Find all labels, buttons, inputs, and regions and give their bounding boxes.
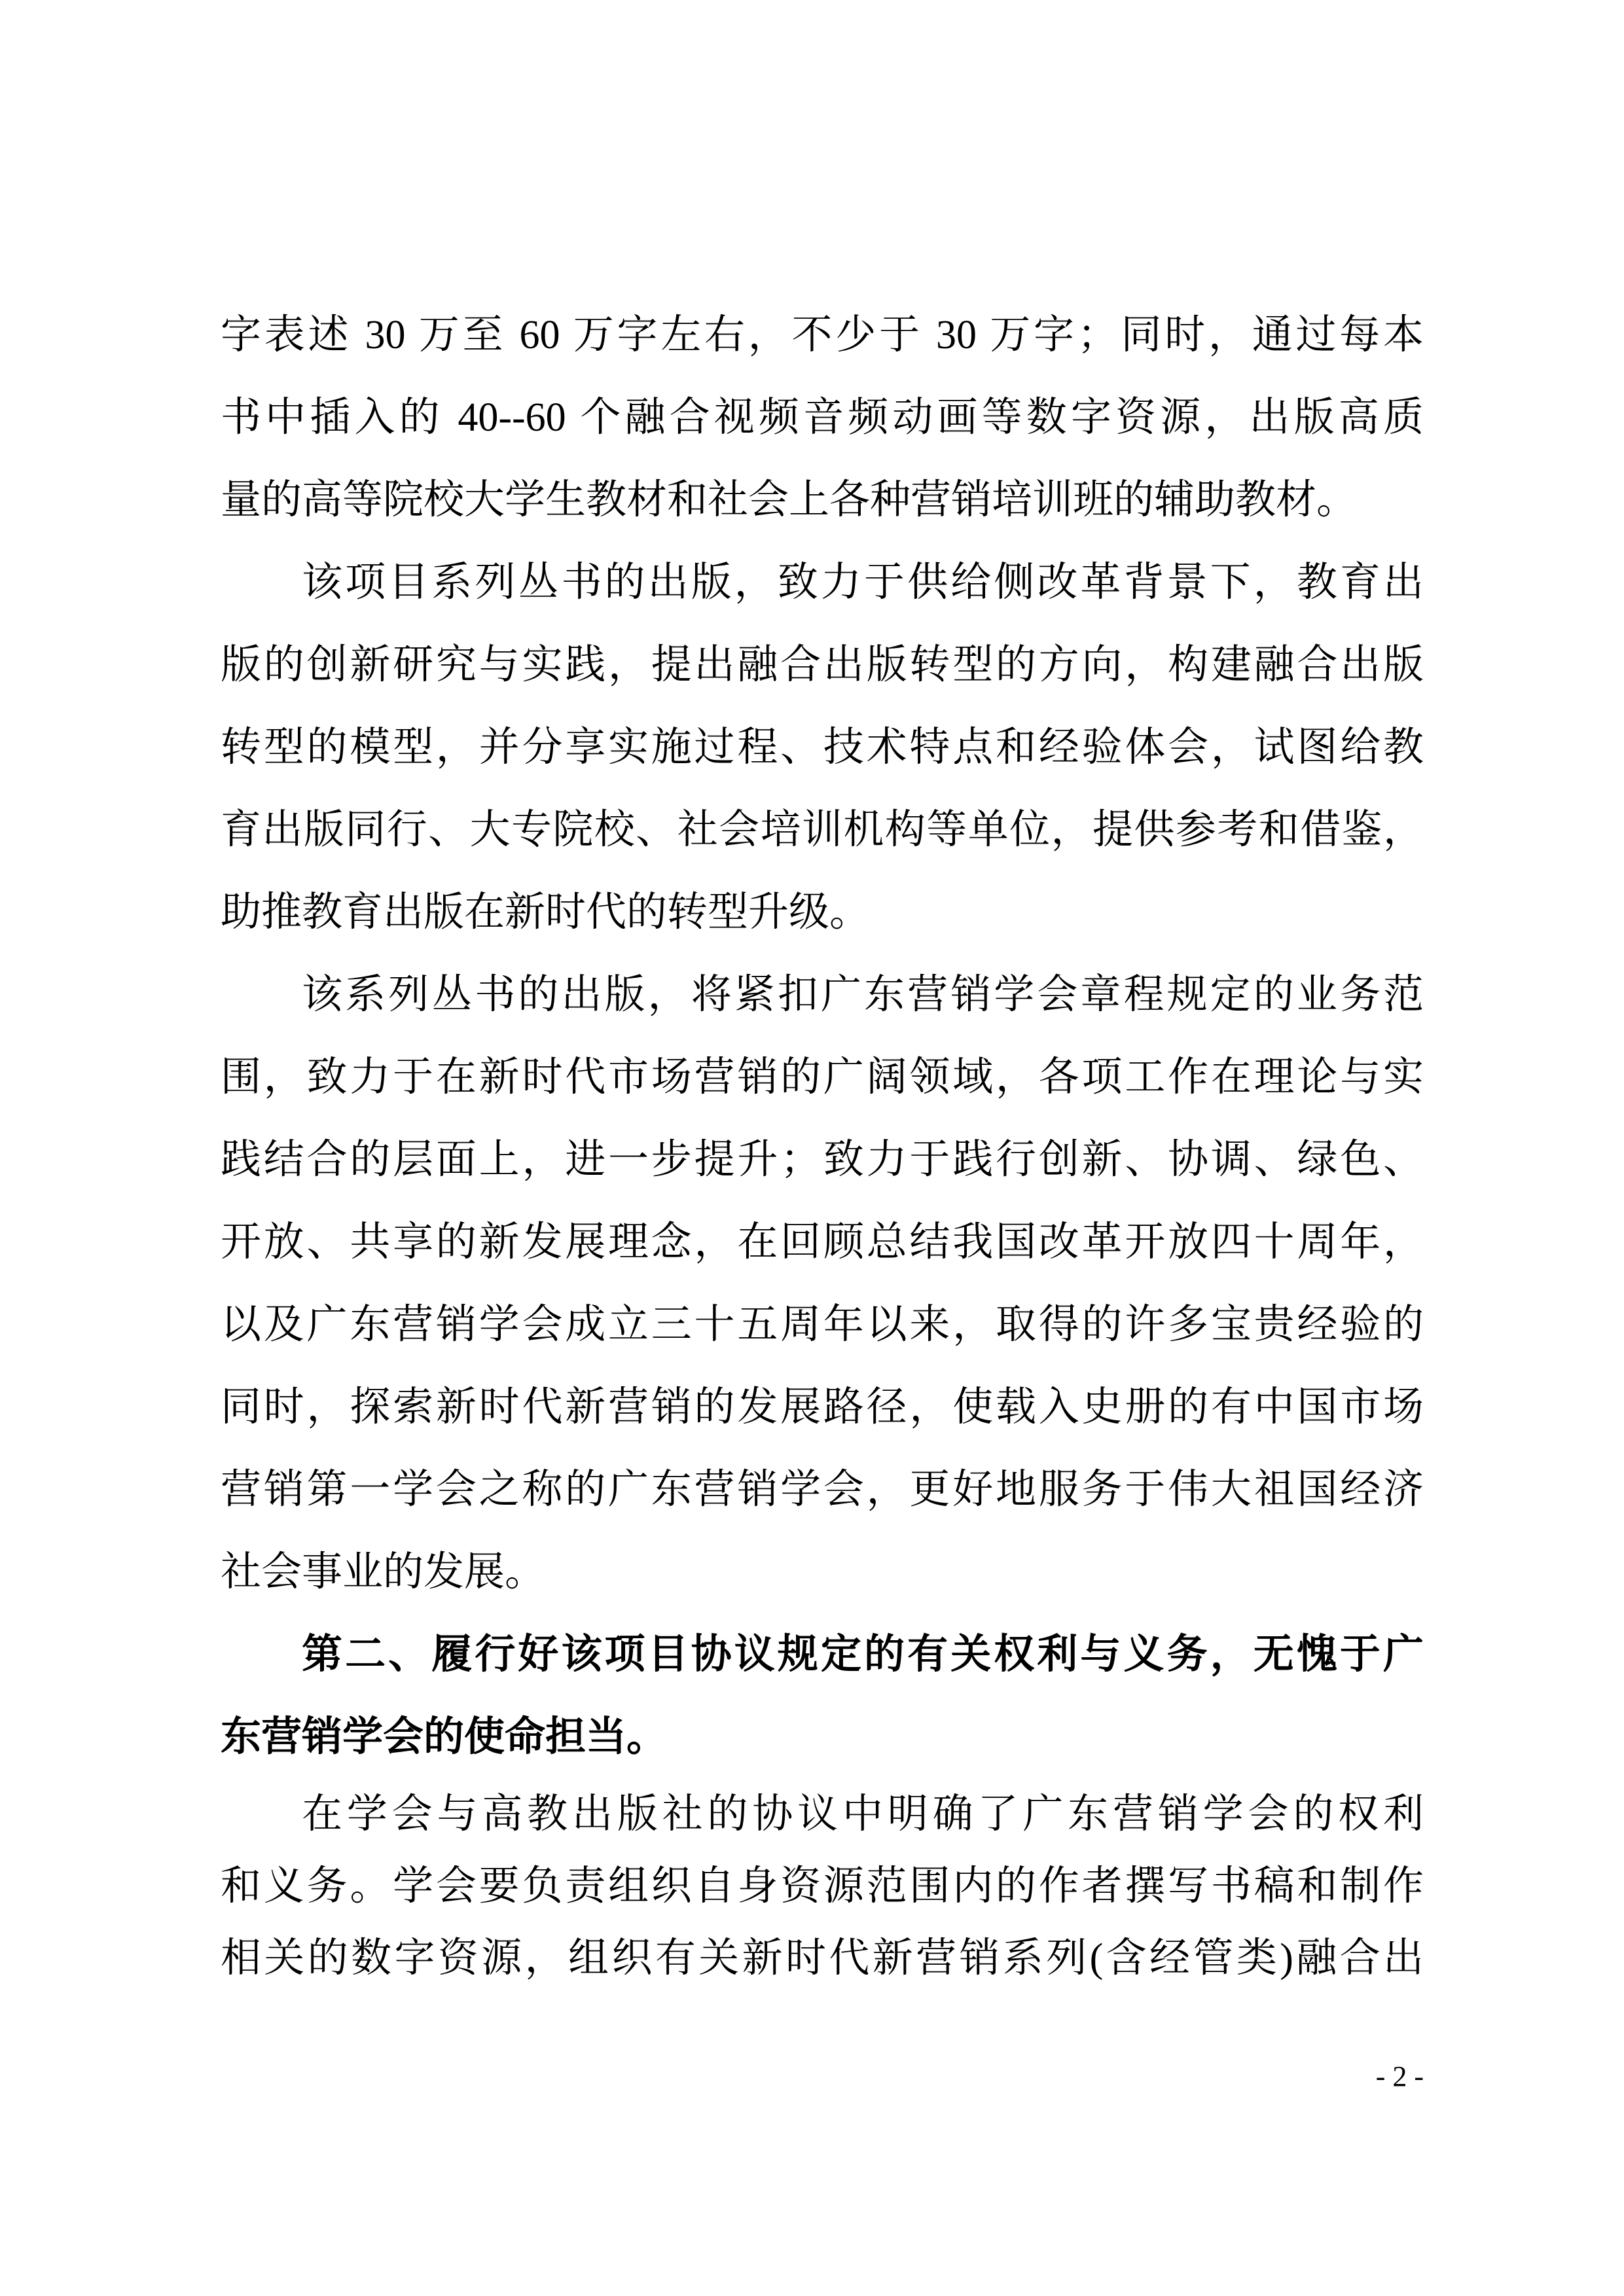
text-line: 营销第一学会之称的广东营销学会，更好地服务于伟大祖国经济	[221, 1467, 1424, 1512]
body-text	[221, 294, 1424, 1994]
text-line: 以及广东营销学会成立三十五周年以来，取得的许多宝贵经验的	[221, 1302, 1424, 1347]
text-line: 助推教育出版在新时代的转型升级。	[221, 890, 871, 935]
text-line: 围，致力于在新时代市场营销的广阔领域，各项工作在理论与实	[221, 1055, 1424, 1100]
text-line: 开放、共享的新发展理念，在回顾总结我国改革开放四十周年，	[221, 1220, 1424, 1265]
text-line: 量的高等院校大学生教材和社会上各种营销培训班的辅助教材。	[221, 478, 1358, 522]
text-line: 践结合的层面上，进一步提升；致力于践行创新、协调、绿色、	[221, 1138, 1424, 1182]
text-line: 字表述 30 万至 60 万字左右，不少于 30 万字；同时，通过每本	[221, 313, 1424, 357]
heading-line: 东营销学会的使命担当。	[221, 1715, 668, 1759]
heading-line: 第二、履行好该项目协议规定的有关权利与义务，无愧于广	[302, 1632, 1424, 1677]
text-line: 版的创新研究与实践，提出融合出版转型的方向，构建融合出版	[221, 643, 1424, 687]
text-line: 相关的数字资源，组织有关新时代新营销系列(含经管类)融合出	[221, 1936, 1424, 1981]
text-line: 书中插入的 40--60 个融合视频音频动画等数字资源，出版高质	[221, 395, 1424, 440]
text-line: 在学会与高教出版社的协议中明确了广东营销学会的权利	[302, 1792, 1424, 1837]
text-line: 同时，探索新时代新营销的发展路径，使载入史册的有中国市场	[221, 1385, 1424, 1429]
text-line: 和义务。学会要负责组织自身资源范围内的作者撰写书稿和制作	[221, 1864, 1424, 1909]
page-number: - 2 -	[1375, 2060, 1424, 2092]
text-line: 该项目系列丛书的出版，致力于供给侧改革背景下，教育出	[302, 560, 1424, 605]
text-line: 育出版同行、大专院校、社会培训机构等单位，提供参考和借鉴，	[221, 808, 1424, 852]
text-line: 转型的模型，并分享实施过程、技术特点和经验体会，试图给教	[221, 725, 1424, 770]
text-line: 该系列丛书的出版，将紧扣广东营销学会章程规定的业务范	[302, 973, 1424, 1017]
text-line: 社会事业的发展。	[221, 1550, 546, 1594]
